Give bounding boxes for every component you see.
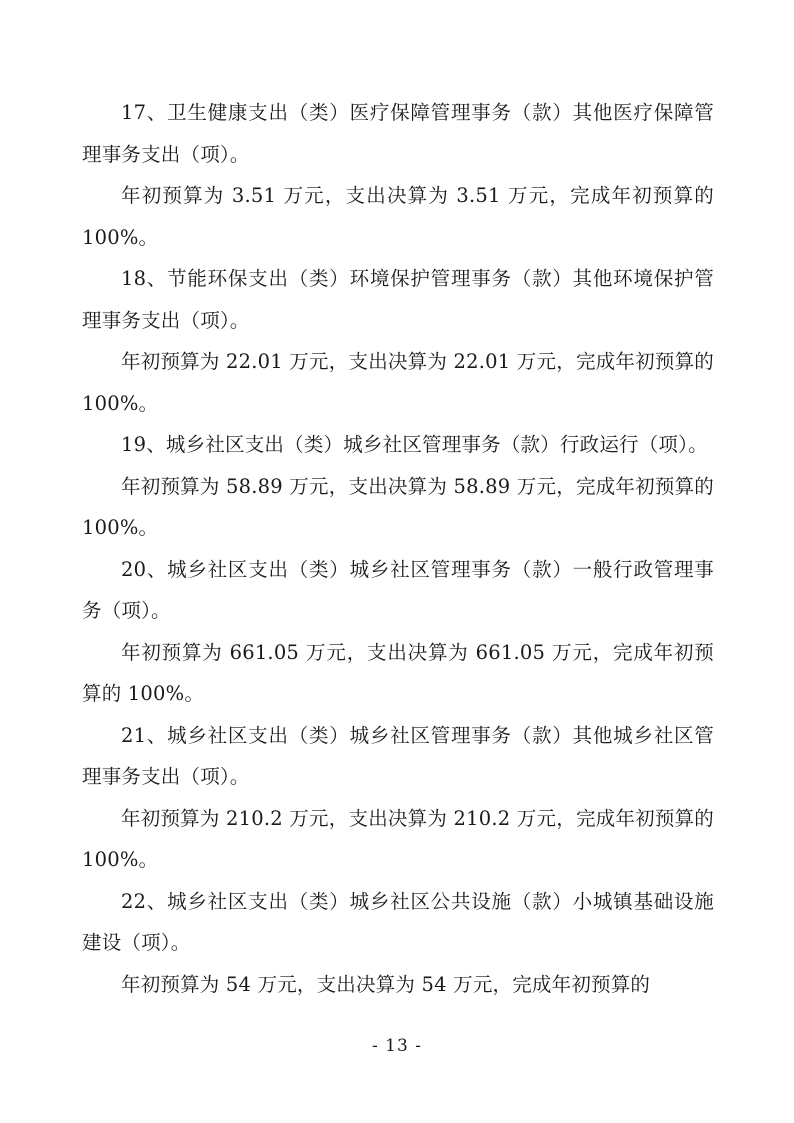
- paragraph: 22、城乡社区支出（类）城乡社区公共设施（款）小城镇基础设施建设（项）。: [82, 889, 714, 954]
- paragraph: 年初预算为 210.2 万元，支出决算为 210.2 万元，完成年初预算的 100%。: [82, 806, 714, 871]
- paragraph: 年初预算为 22.01 万元，支出决算为 22.01 万元，完成年初预算的 100%。: [82, 350, 714, 415]
- paragraph: 年初预算为 54 万元，支出决算为 54 万元，完成年初预算的: [121, 972, 651, 996]
- paragraph: 20、城乡社区支出（类）城乡社区管理事务（款）一般行政管理事务（项）。: [82, 557, 714, 622]
- paragraph: 年初预算为 3.51 万元，支出决算为 3.51 万元，完成年初预算的 100%。: [82, 184, 714, 249]
- paragraph: 21、城乡社区支出（类）城乡社区管理事务（款）其他城乡社区管理事务支出（项）。: [82, 723, 714, 788]
- paragraph: 17、卫生健康支出（类）医疗保障管理事务（款）其他医疗保障管理事务支出（项）。: [82, 101, 714, 166]
- document-body: [82, 92, 714, 1005]
- paragraph: 19、城乡社区支出（类）城乡社区管理事务（款）行政运行（项）。: [121, 433, 708, 456]
- page-number: - 13 -: [372, 1036, 422, 1056]
- paragraph: 年初预算为 58.89 万元，支出决算为 58.89 万元，完成年初预算的 100%。: [82, 474, 714, 539]
- paragraph: 年初预算为 661.05 万元，支出决算为 661.05 万元，完成年初预算的 100%。: [82, 640, 714, 705]
- paragraph: 18、节能环保支出（类）环境保护管理事务（款）其他环境保护管理事务支出（项）。: [82, 267, 714, 332]
